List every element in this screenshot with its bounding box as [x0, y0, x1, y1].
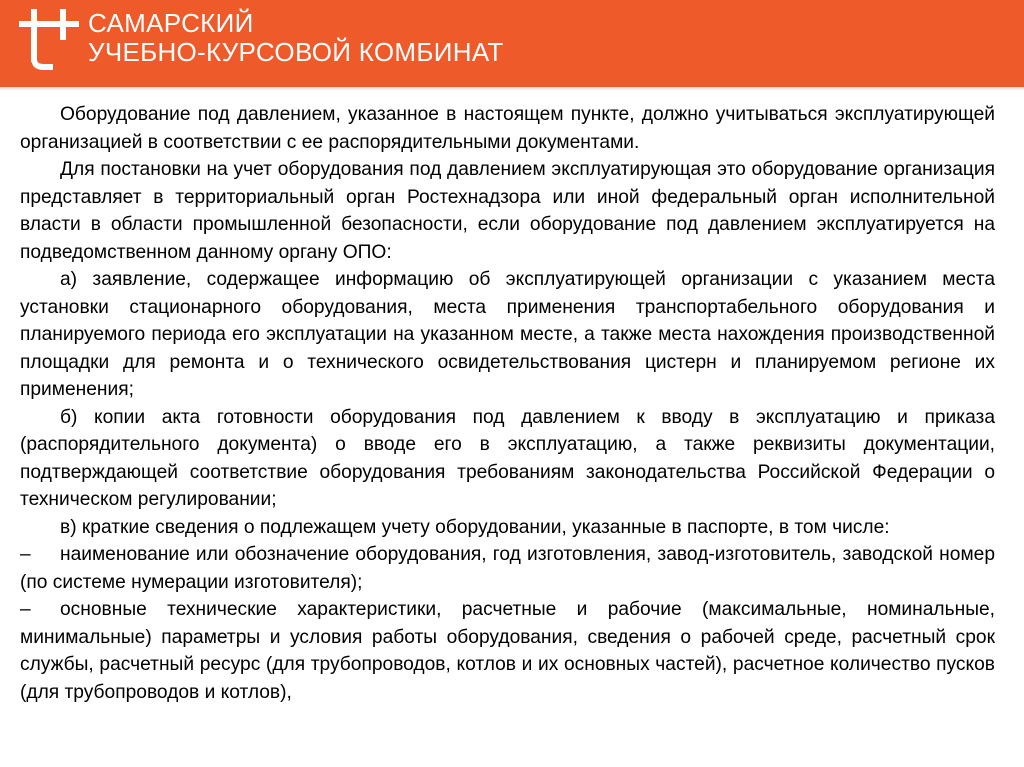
document-body — [20, 101, 995, 706]
list-item — [20, 596, 995, 706]
list-item-text: основные технические характеристики, расчетные и рабочие (максимальные, номинальные, минимальные) параметры и условия работы оборудования, сведения о рабочей среде, расчетный срок службы, расчетный ресурс (для трубопроводов, котлов и их основных частей), расчетное количество пусков (для трубопроводов и котлов), — [20, 599, 995, 703]
paragraph: Для постановки на учет оборудования под давлением эксплуатирующая это оборудование организация представляет в территориальный орган Ростехнадзора или иной федеральный орган исполнительной власти в области промышленной безопасности, если оборудование под давлением эксплуатируется на подведомственном данному органу ОПО: — [20, 159, 995, 263]
paragraph: а) заявление, содержащее информацию об эксплуатирующей организации с указанием места установки стационарного оборудования, места применения транспортабельного оборудования и планируемого периода его эксплуатации на указанном месте, а также места нахождения производственной площадки для ремонта и о технического освидетельствования цистерн и планируемом регионе их применения; — [20, 269, 995, 400]
dash-marker: – — [20, 599, 31, 620]
brand-name — [88, 9, 504, 67]
brand-line-1: САМАРСКИЙ — [88, 8, 254, 38]
dash-marker: – — [20, 544, 31, 565]
paragraph: б) копии акта готовности оборудования под давлением к вводу в эксплуатацию и приказа (распорядительного документа) о вводе его в эксплуатацию, а также реквизиты документации, подтверждающей соответствие оборудования требованиям законодательства Российской Федерации о техническом регулировании; — [20, 406, 995, 510]
paragraph: Оборудование под давлением, указанное в настоящем пункте, должно учитываться эксплуатирующей организацией в соответствии с ее распорядительными документами. — [20, 104, 995, 153]
brand-line-2: УЧЕБНО-КУРСОВОЙ КОМБИНАТ — [88, 37, 504, 67]
list-item-text: наименование или обозначение оборудования, год изготовления, завод-изготовитель, заводской номер (по системе нумерации изготовителя); — [20, 544, 995, 593]
tt-logo-icon — [16, 7, 80, 71]
header-divider — [0, 87, 1024, 91]
list-item — [20, 541, 995, 596]
header-bar — [0, 0, 1024, 87]
paragraph: в) краткие сведения о подлежащем учету оборудовании, указанные в паспорте, в том числе: — [60, 516, 890, 538]
